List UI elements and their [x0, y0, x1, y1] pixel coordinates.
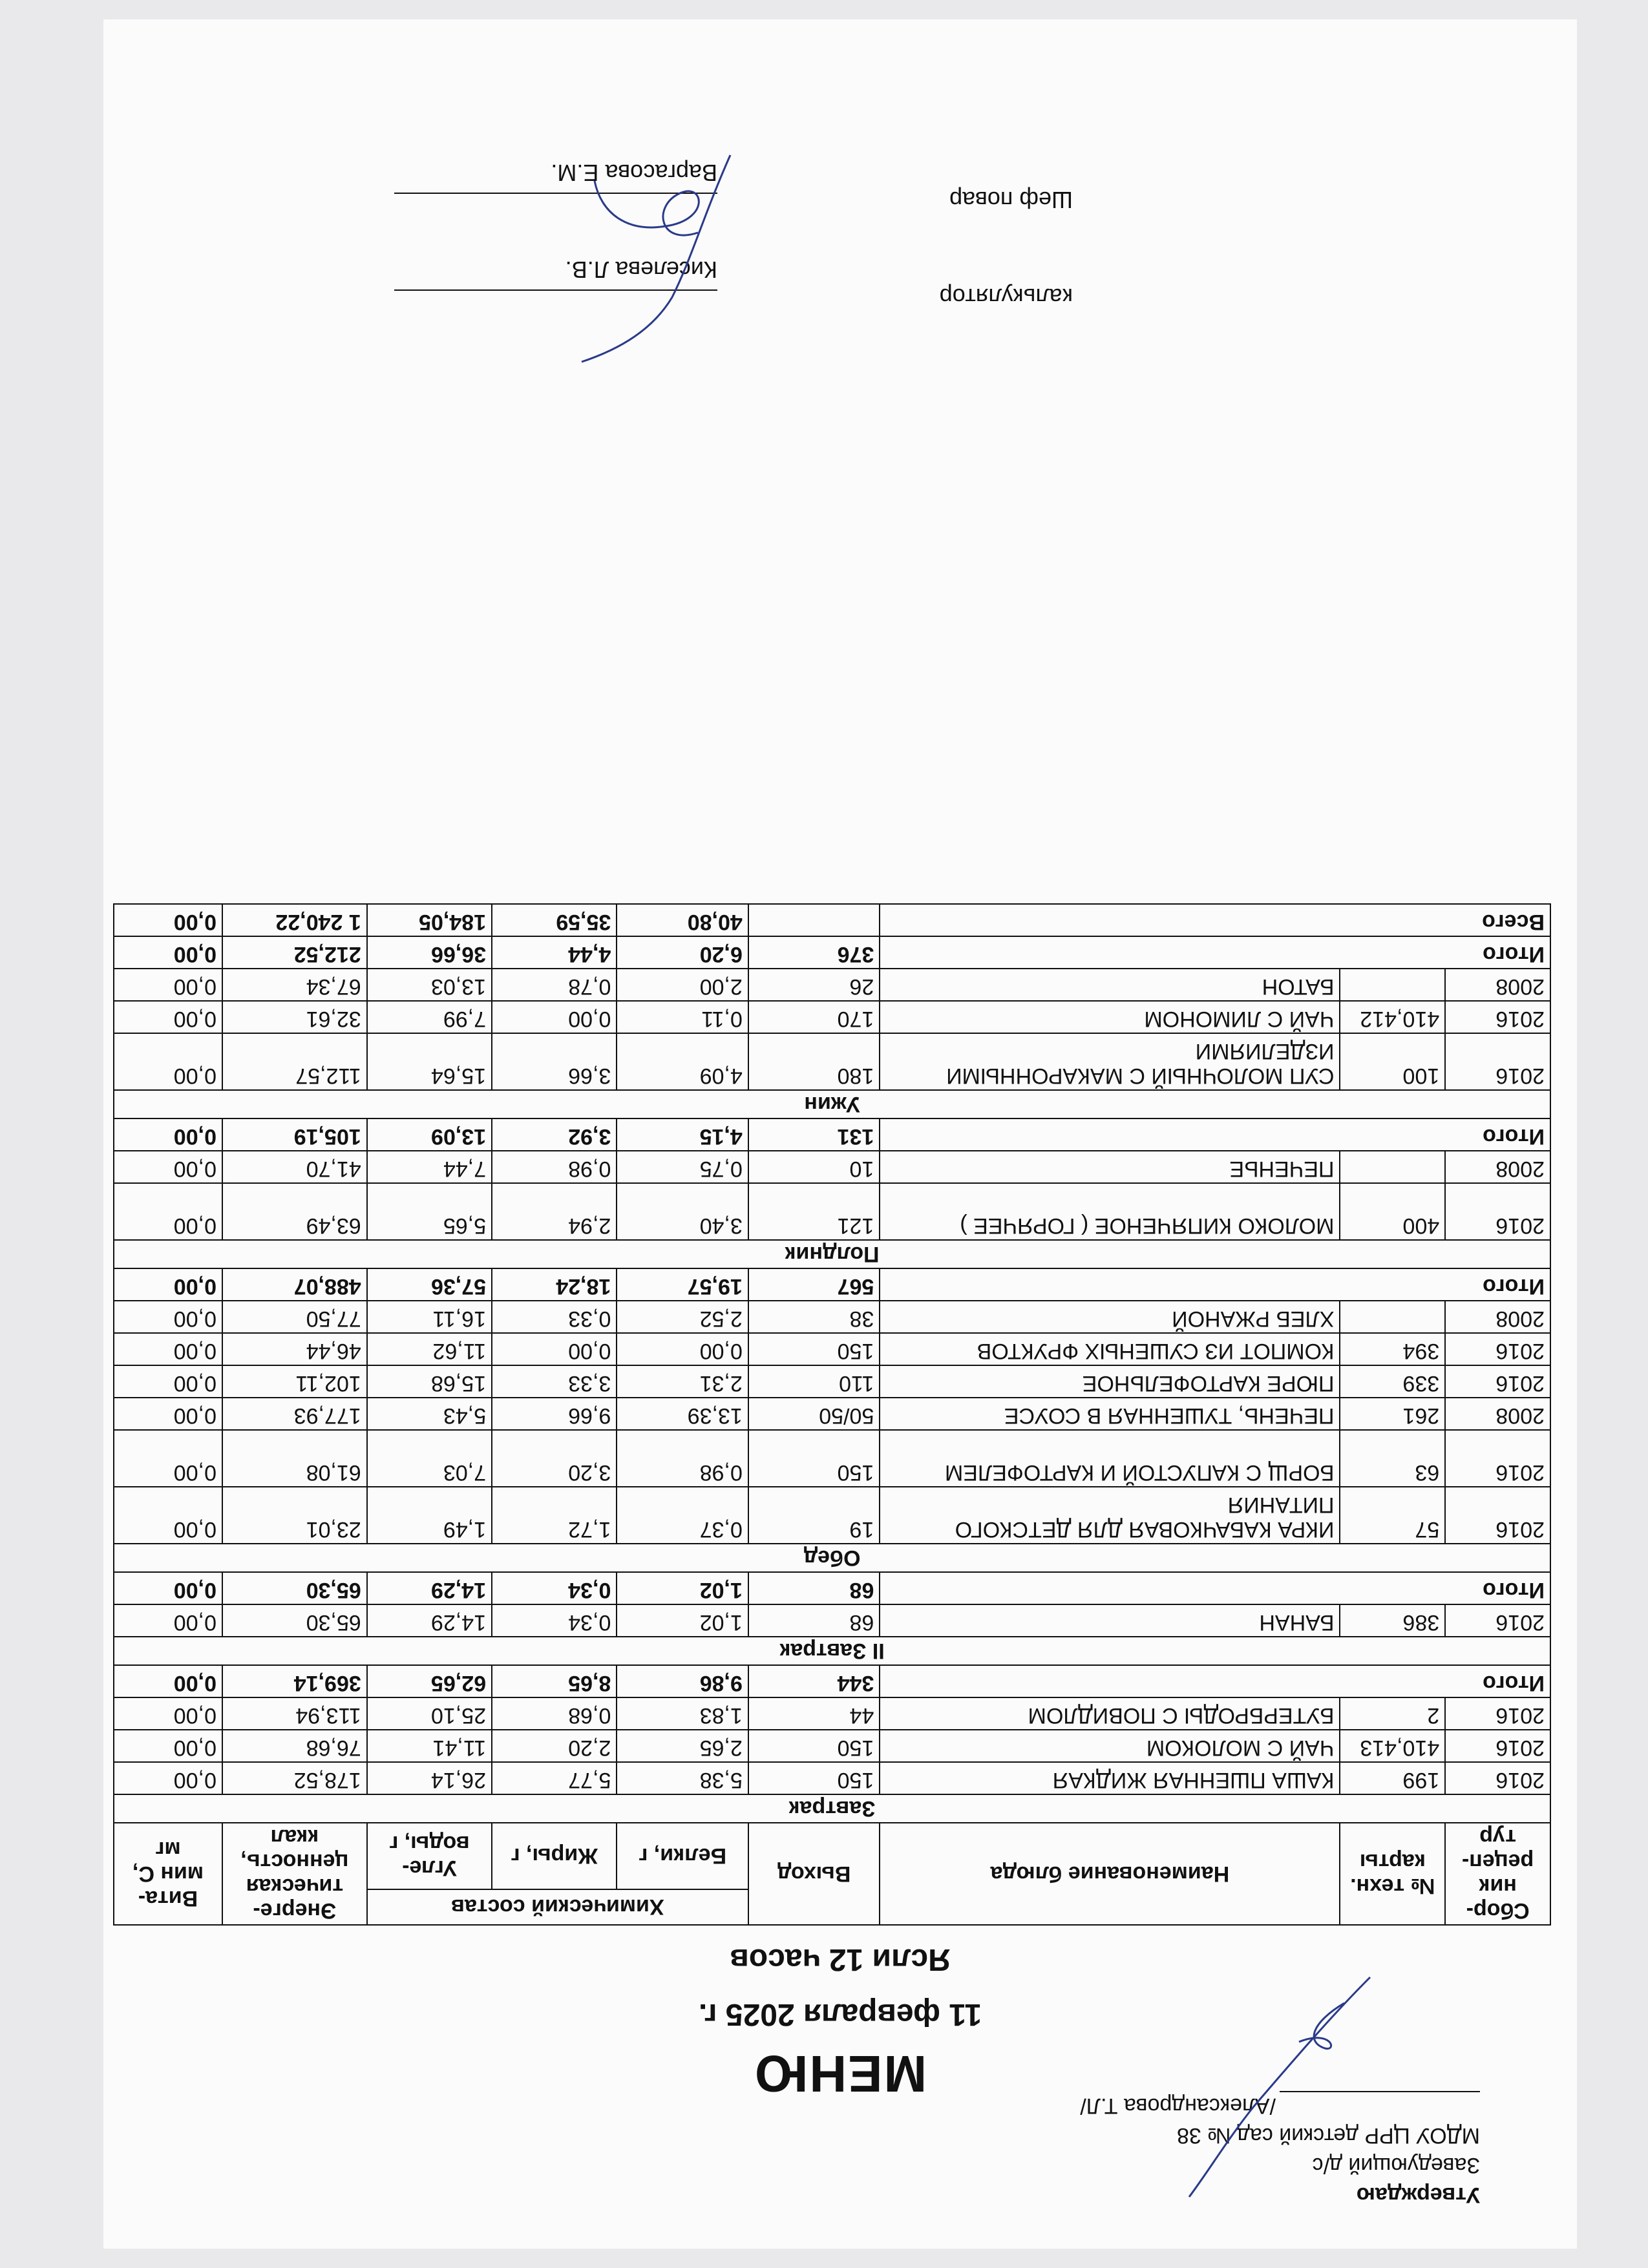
cell-carbs: 14,29 [367, 1604, 492, 1637]
cell-card: 410,412 [1340, 1001, 1445, 1033]
cell-dish-name: СУП МОЛОЧНЫЙ С МАКАРОННЫМИ ИЗДЕЛИЯМИ [880, 1033, 1340, 1090]
total-label: Итого [880, 936, 1550, 969]
cell-card: 199 [1340, 1762, 1445, 1794]
cell-output: 376 [748, 936, 880, 969]
cell-fat: 5,77 [492, 1762, 617, 1794]
total-label: Итого [880, 1572, 1550, 1604]
cell-carbs: 16,11 [367, 1301, 492, 1333]
cell-protein: 0,00 [617, 1333, 748, 1365]
cell-sbornik: 2008 [1445, 969, 1550, 1001]
cell-card: 339 [1340, 1365, 1445, 1398]
cell-protein: 2,00 [617, 969, 748, 1001]
cell-sbornik: 2016 [1445, 1487, 1550, 1544]
col-carbs: Угле-воды, г [367, 1823, 492, 1889]
cell-vitamin: 0,00 [114, 1183, 222, 1240]
grand-total-label: Всего [880, 904, 1550, 936]
cell-fat: 0,34 [492, 1572, 617, 1604]
cell-dish-name: ЧАЙ С МОЛОКОМ [880, 1730, 1340, 1762]
cell-card: 63 [1340, 1430, 1445, 1487]
cell-fat: 35,59 [492, 904, 617, 936]
chef-name: Варгасова Е.М. [551, 160, 717, 186]
cell-vitamin: 0,00 [114, 1487, 222, 1544]
cell-sbornik: 2008 [1445, 1301, 1550, 1333]
total-row [114, 1118, 1550, 1151]
meal-title: Ужин [114, 1090, 1550, 1118]
cell-energy: 23,01 [222, 1487, 367, 1544]
calc-label: калькулятор [939, 284, 1073, 310]
table-row [114, 1365, 1550, 1398]
cell-output: 150 [748, 1762, 880, 1794]
cell-output: 68 [748, 1572, 880, 1604]
cell-protein: 2,52 [617, 1301, 748, 1333]
meal-title: Полдник [114, 1240, 1550, 1268]
table-row [114, 1730, 1550, 1762]
cell-sbornik: 2016 [1445, 1430, 1550, 1487]
cell-output: 150 [748, 1730, 880, 1762]
menu-date: 11 февраля 2025 г. [698, 1997, 982, 2032]
approval-title: Утверждаю [1356, 2183, 1480, 2207]
cell-sbornik: 2016 [1445, 1001, 1550, 1033]
grand-total-row [114, 904, 1550, 936]
cell-card: 100 [1340, 1033, 1445, 1090]
table-row [114, 1430, 1550, 1487]
table-row [114, 1762, 1550, 1794]
cell-protein: 0,11 [617, 1001, 748, 1033]
document-sheet [103, 19, 1577, 2249]
cell-energy: 63,49 [222, 1183, 367, 1240]
cell-energy: 65,30 [222, 1572, 367, 1604]
total-label: Итого [880, 1118, 1550, 1151]
cell-output: 344 [748, 1665, 880, 1697]
cell-output: 19 [748, 1487, 880, 1544]
cell-output: 121 [748, 1183, 880, 1240]
cell-energy: 112,57 [222, 1033, 367, 1090]
cell-protein: 9,86 [617, 1665, 748, 1697]
cell-protein: 1,02 [617, 1604, 748, 1637]
total-row [114, 1572, 1550, 1604]
cell-carbs: 7,44 [367, 1151, 492, 1183]
cell-vitamin: 0,00 [114, 1001, 222, 1033]
cell-output: 10 [748, 1151, 880, 1183]
meal-title: II Завтрак [114, 1637, 1550, 1665]
cell-dish-name: БАНАН [880, 1604, 1340, 1637]
cell-dish-name: КОМПОТ ИЗ СУШЕНЫХ ФРУКТОВ [880, 1333, 1340, 1365]
col-protein: Белки, г [617, 1823, 748, 1889]
cell-card: 400 [1340, 1183, 1445, 1240]
page-title: МЕНЮ [753, 2045, 927, 2103]
cell-fat: 1,72 [492, 1487, 617, 1544]
table-row [114, 1151, 1550, 1183]
cell-fat: 0,33 [492, 1301, 617, 1333]
cell-carbs: 184,05 [367, 904, 492, 936]
cell-dish-name: БОРЩ С КАПУСТОЙ И КАРТОФЕЛЕМ [880, 1430, 1340, 1487]
cell-carbs: 13,09 [367, 1118, 492, 1151]
cell-energy: 65,30 [222, 1604, 367, 1637]
col-vitamin: Вита-мин С, мг [114, 1823, 222, 1925]
cell-protein: 1,02 [617, 1572, 748, 1604]
cell-energy: 105,19 [222, 1118, 367, 1151]
cell-carbs: 13,03 [367, 969, 492, 1001]
cell-fat: 4,44 [492, 936, 617, 969]
cell-output: 26 [748, 969, 880, 1001]
cell-protein: 40,80 [617, 904, 748, 936]
menu-body [114, 904, 1550, 1823]
table-row [114, 1033, 1550, 1090]
cell-energy: 67,34 [222, 969, 367, 1001]
cell-carbs: 11,62 [367, 1333, 492, 1365]
cell-carbs: 1,49 [367, 1487, 492, 1544]
cell-fat: 18,24 [492, 1268, 617, 1301]
calc-signature-icon [543, 142, 750, 375]
cell-fat: 0,98 [492, 1151, 617, 1183]
cell-vitamin: 0,00 [114, 1762, 222, 1794]
cell-protein: 0,98 [617, 1430, 748, 1487]
total-label: Итого [880, 1665, 1550, 1697]
cell-vitamin: 0,00 [114, 904, 222, 936]
cell-fat: 0,00 [492, 1001, 617, 1033]
cell-dish-name: ЧАЙ С ЛИМОНОМ [880, 1001, 1340, 1033]
cell-vitamin: 0,00 [114, 1572, 222, 1604]
total-label: Итого [880, 1268, 1550, 1301]
cell-energy: 488,07 [222, 1268, 367, 1301]
cell-protein: 1,83 [617, 1697, 748, 1730]
calc-name: Киселева Л.В. [565, 257, 717, 283]
cell-output: 567 [748, 1268, 880, 1301]
cell-energy: 46,44 [222, 1333, 367, 1365]
cell-vitamin: 0,00 [114, 1033, 222, 1090]
cell-output: 180 [748, 1033, 880, 1090]
cell-carbs: 5,43 [367, 1398, 492, 1430]
cell-vitamin: 0,00 [114, 1301, 222, 1333]
cell-vitamin: 0,00 [114, 1118, 222, 1151]
total-row [114, 1268, 1550, 1301]
cell-sbornik: 2008 [1445, 1151, 1550, 1183]
col-energy: Энерге-тическая ценность, ккал [222, 1823, 367, 1925]
cell-vitamin: 0,00 [114, 1730, 222, 1762]
cell-card [1340, 1151, 1445, 1183]
cell-output: 50/50 [748, 1398, 880, 1430]
cell-energy: 1 240,22 [222, 904, 367, 936]
col-chem: Химический состав [367, 1889, 748, 1925]
cell-card [1340, 969, 1445, 1001]
cell-protein: 0,75 [617, 1151, 748, 1183]
col-card: № техн. карты [1340, 1823, 1445, 1925]
meal-section-row [114, 1794, 1550, 1823]
approval-position: Заведующий д/с [1312, 2153, 1480, 2178]
meal-title: Завтрак [114, 1794, 1550, 1823]
cell-protein: 19,57 [617, 1268, 748, 1301]
cell-sbornik: 2016 [1445, 1762, 1550, 1794]
cell-sbornik: 2016 [1445, 1604, 1550, 1637]
cell-dish-name: ПЕЧЕНЬ, ТУШЕННАЯ В СОУСЕ [880, 1398, 1340, 1430]
cell-dish-name: ИКРА КАБАЧКОВАЯ ДЛЯ ДЕТСКОГО ПИТАНИЯ [880, 1487, 1340, 1544]
col-output: Выход [748, 1823, 880, 1925]
cell-sbornik: 2016 [1445, 1730, 1550, 1762]
cell-card: 410,413 [1340, 1730, 1445, 1762]
cell-fat: 9,66 [492, 1398, 617, 1430]
cell-carbs: 57,36 [367, 1268, 492, 1301]
cell-protein: 4,09 [617, 1033, 748, 1090]
cell-protein: 6,20 [617, 936, 748, 969]
cell-output: 38 [748, 1301, 880, 1333]
col-dish-name: Наименование блюда [880, 1823, 1340, 1925]
cell-fat: 3,33 [492, 1365, 617, 1398]
cell-protein: 4,15 [617, 1118, 748, 1151]
chef-label: Шеф повар [949, 187, 1073, 213]
table-row [114, 1301, 1550, 1333]
table-row [114, 1183, 1550, 1240]
cell-vitamin: 0,00 [114, 1665, 222, 1697]
cell-card: 386 [1340, 1604, 1445, 1637]
cell-carbs: 62,65 [367, 1665, 492, 1697]
cell-fat: 3,92 [492, 1118, 617, 1151]
cell-output: 150 [748, 1333, 880, 1365]
cell-card: 57 [1340, 1487, 1445, 1544]
cell-dish-name: МОЛОКО КИПЯЧЕНОЕ ( ГОРЯЧЕЕ ) [880, 1183, 1340, 1240]
cell-energy: 76,68 [222, 1730, 367, 1762]
cell-energy: 41,70 [222, 1151, 367, 1183]
cell-card: 261 [1340, 1398, 1445, 1430]
cell-protein: 2,65 [617, 1730, 748, 1762]
approval-org: МДОУ ЦРР детский сад № 38 [1176, 2123, 1480, 2148]
cell-vitamin: 0,00 [114, 969, 222, 1001]
cell-fat: 3,66 [492, 1033, 617, 1090]
table-row [114, 969, 1550, 1001]
cell-energy: 102,11 [222, 1365, 367, 1398]
cell-carbs: 7,99 [367, 1001, 492, 1033]
cell-output: 131 [748, 1118, 880, 1151]
cell-fat: 8,65 [492, 1665, 617, 1697]
cell-carbs: 5,65 [367, 1183, 492, 1240]
meal-section-row [114, 1090, 1550, 1118]
cell-fat: 0,78 [492, 969, 617, 1001]
table-row [114, 1697, 1550, 1730]
cell-vitamin: 0,00 [114, 1604, 222, 1637]
meal-section-row [114, 1240, 1550, 1268]
cell-carbs: 15,64 [367, 1033, 492, 1090]
meal-section-row [114, 1637, 1550, 1665]
cell-sbornik: 2016 [1445, 1697, 1550, 1730]
cell-protein: 5,38 [617, 1762, 748, 1794]
cell-protein: 0,37 [617, 1487, 748, 1544]
table-row [114, 1001, 1550, 1033]
cell-dish-name: ПЕЧЕНЬЕ [880, 1151, 1340, 1183]
cell-card [1340, 1301, 1445, 1333]
cell-energy: 212,52 [222, 936, 367, 969]
cell-vitamin: 0,00 [114, 1268, 222, 1301]
cell-energy: 369,14 [222, 1665, 367, 1697]
approval-name: /Александрова Т.Л/ [1080, 2094, 1276, 2118]
cell-sbornik: 2016 [1445, 1365, 1550, 1398]
cell-card: 2 [1340, 1697, 1445, 1730]
cell-vitamin: 0,00 [114, 1697, 222, 1730]
total-row [114, 1665, 1550, 1697]
cell-dish-name: ПЮРЕ КАРТОФЕЛЬНОЕ [880, 1365, 1340, 1398]
cell-vitamin: 0,00 [114, 1151, 222, 1183]
cell-carbs: 15,68 [367, 1365, 492, 1398]
meal-section-row [114, 1544, 1550, 1572]
cell-output: 170 [748, 1001, 880, 1033]
cell-dish-name: БАТОН [880, 969, 1340, 1001]
cell-protein: 2,31 [617, 1365, 748, 1398]
cell-energy: 61,08 [222, 1430, 367, 1487]
cell-vitamin: 0,00 [114, 936, 222, 969]
cell-vitamin: 0,00 [114, 1430, 222, 1487]
cell-fat: 2,20 [492, 1730, 617, 1762]
col-sbornik: Сбор-ник рецеп-тур [1445, 1823, 1550, 1925]
cell-output: 44 [748, 1697, 880, 1730]
cell-energy: 113,94 [222, 1697, 367, 1730]
cell-vitamin: 0,00 [114, 1365, 222, 1398]
cell-card: 394 [1340, 1333, 1445, 1365]
table-row [114, 1487, 1550, 1544]
cell-protein: 13,39 [617, 1398, 748, 1430]
cell-vitamin: 0,00 [114, 1333, 222, 1365]
cell-carbs: 26,14 [367, 1762, 492, 1794]
cell-energy: 178,52 [222, 1762, 367, 1794]
cell-carbs: 36,66 [367, 936, 492, 969]
cell-vitamin: 0,00 [114, 1398, 222, 1430]
cell-energy: 32,61 [222, 1001, 367, 1033]
cell-fat: 0,34 [492, 1604, 617, 1637]
cell-energy: 77,50 [222, 1301, 367, 1333]
cell-fat: 0,00 [492, 1333, 617, 1365]
cell-sbornik: 2016 [1445, 1183, 1550, 1240]
cell-output [748, 904, 880, 936]
cell-output: 150 [748, 1430, 880, 1487]
col-fat: Жиры, г [492, 1823, 617, 1889]
cell-protein: 3,40 [617, 1183, 748, 1240]
menu-group: Ясли 12 часов [730, 1942, 951, 1977]
cell-carbs: 25,10 [367, 1697, 492, 1730]
total-row [114, 936, 1550, 969]
cell-output: 68 [748, 1604, 880, 1637]
cell-dish-name: ХЛЕБ РЖАНОЙ [880, 1301, 1340, 1333]
cell-dish-name: КАША ПШЕННАЯ ЖИДКАЯ [880, 1762, 1340, 1794]
cell-dish-name: БУТЕРБРОДЫ С ПОВИДЛОМ [880, 1697, 1340, 1730]
menu-table [113, 903, 1551, 1926]
cell-fat: 0,68 [492, 1697, 617, 1730]
table-row [114, 1398, 1550, 1430]
cell-output: 110 [748, 1365, 880, 1398]
cell-sbornik: 2008 [1445, 1398, 1550, 1430]
cell-carbs: 7,03 [367, 1430, 492, 1487]
cell-carbs: 14,29 [367, 1572, 492, 1604]
cell-energy: 177,93 [222, 1398, 367, 1430]
cell-carbs: 11,41 [367, 1730, 492, 1762]
cell-sbornik: 2016 [1445, 1033, 1550, 1090]
meal-title: Обед [114, 1544, 1550, 1572]
table-row [114, 1333, 1550, 1365]
table-row [114, 1604, 1550, 1637]
cell-sbornik: 2016 [1445, 1333, 1550, 1365]
cell-fat: 3,20 [492, 1430, 617, 1487]
cell-fat: 2,94 [492, 1183, 617, 1240]
